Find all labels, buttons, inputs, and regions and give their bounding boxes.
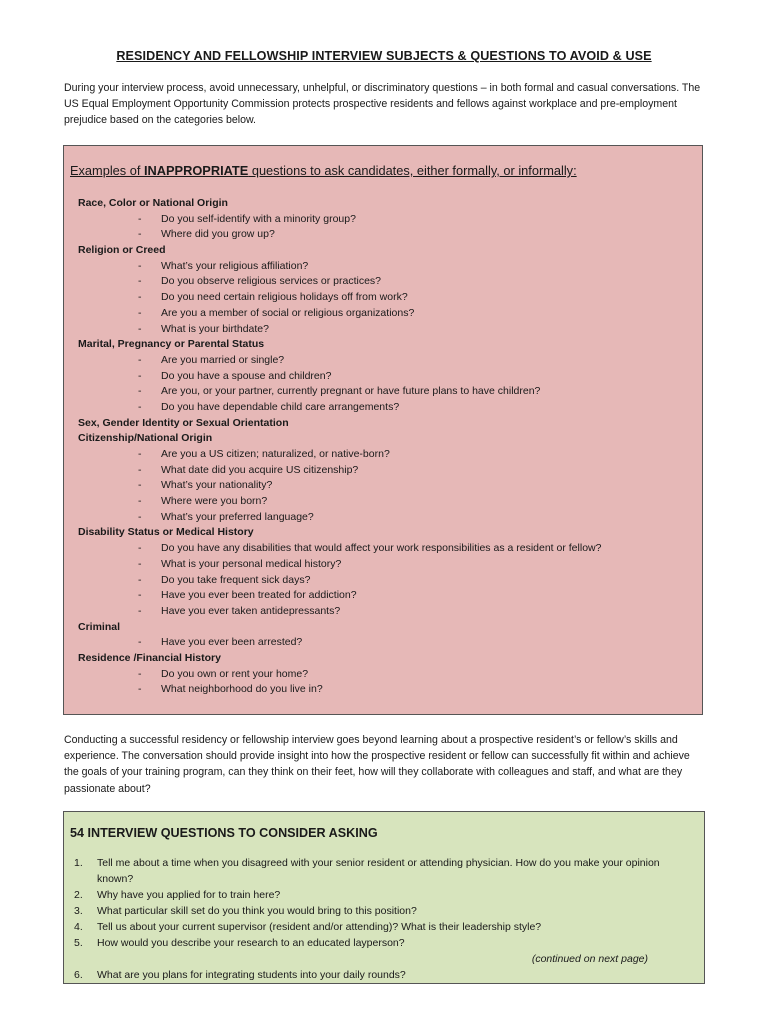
- item-number: 2.: [74, 889, 83, 901]
- list-item: [64, 855, 704, 887]
- question-item: [78, 227, 698, 243]
- consider-list: [64, 855, 704, 983]
- list-item: [64, 919, 704, 935]
- question-item: [78, 384, 698, 400]
- item-text: What are you plans for integrating students into your daily rounds?: [97, 969, 406, 981]
- inappropriate-heading: Examples of INAPPROPRIATE questions to ask candidates, either formally, or informally:: [70, 163, 577, 178]
- dash-bullet: -: [138, 542, 142, 555]
- item-number: 4.: [74, 921, 83, 933]
- question-item: [78, 274, 698, 290]
- category-heading: Race, Color or National Origin: [78, 197, 228, 209]
- question-item: [78, 306, 698, 322]
- dash-bullet: -: [138, 322, 142, 335]
- item-text: Tell us about your current supervisor (resident and/or attending)? What is their leadership style?: [97, 921, 542, 933]
- question-text: Do you have a spouse and children?: [161, 369, 332, 382]
- item-text: Tell me about a time when you disagreed with your senior resident or attending physician. How do you make your opinion known?: [97, 857, 660, 885]
- dash-bullet: -: [138, 604, 142, 617]
- question-text: Do you take frequent sick days?: [161, 573, 311, 586]
- question-text: Are you, or your partner, currently pregnant or have future plans to have children?: [161, 385, 541, 398]
- dash-bullet: -: [138, 573, 142, 586]
- question-text: What date did you acquire US citizenship?: [161, 463, 359, 476]
- question-item: [78, 573, 698, 589]
- item-text: What particular skill set do you think you would bring to this position?: [97, 905, 417, 917]
- category-heading: Sex, Gender Identity or Sexual Orientation: [78, 416, 289, 429]
- dash-bullet: -: [138, 557, 142, 570]
- question-item: [78, 212, 698, 228]
- consider-questions-box: [63, 811, 705, 984]
- item-number: 3.: [74, 905, 83, 917]
- question-item: [78, 635, 698, 651]
- question-text: What’s your preferred language?: [161, 510, 314, 523]
- question-text: Have you ever taken antidepressants?: [161, 604, 341, 617]
- question-item: [78, 478, 698, 494]
- question-item: [78, 259, 698, 275]
- dash-bullet: -: [138, 448, 142, 460]
- category-heading: Marital, Pregnancy or Parental Status: [78, 338, 265, 351]
- question-text: What’s your religious affiliation?: [161, 259, 309, 272]
- question-item: [78, 400, 698, 416]
- category-heading: Residence /Financial History: [78, 651, 221, 664]
- list-item: [64, 887, 704, 903]
- question-text: Have you ever been treated for addiction?: [161, 589, 357, 602]
- category-list: [78, 196, 698, 698]
- question-item: [78, 510, 698, 526]
- question-text: Are you a member of social or religious organizations?: [161, 306, 415, 319]
- category-heading: Citizenship/National Origin: [78, 432, 213, 445]
- dash-bullet: -: [138, 589, 142, 602]
- question-text: What’s your nationality?: [161, 479, 273, 492]
- list-item: [64, 903, 704, 919]
- dash-bullet: -: [138, 306, 142, 319]
- category-heading: Religion or Creed: [78, 244, 166, 257]
- inappropriate-questions-box: [63, 145, 703, 715]
- question-text: What is your personal medical history?: [161, 557, 342, 570]
- question-text: Have you ever been arrested?: [161, 636, 303, 649]
- question-text: Do you have any disabilities that would affect your work responsibilities as a resident or fellow?: [161, 542, 602, 555]
- question-text: Do you have dependable child care arrangements?: [161, 400, 400, 413]
- question-text: Are you married or single?: [161, 353, 285, 366]
- list-item: [64, 935, 704, 951]
- question-item: [78, 588, 698, 604]
- dash-bullet: -: [138, 479, 142, 492]
- question-item: [78, 463, 698, 479]
- item-text: How would you describe your research to an educated layperson?: [97, 937, 405, 949]
- question-item: [78, 369, 698, 385]
- category-heading: Disability Status or Medical History: [78, 526, 254, 539]
- mid-paragraph: Conducting a successful residency or fellowship interview goes beyond learning about a prospective resident’s or fellow’s skills and experience. The conversation should provide insight into how the prospective resident or fellow can successfully fit within and achieve the goals of your training program, can they think on their feet, how will they collaborate with colleagues and staff, and what are they passionate about?: [64, 734, 690, 795]
- question-item: [78, 541, 698, 557]
- dash-bullet: -: [138, 228, 142, 241]
- item-number: 5.: [74, 937, 83, 949]
- consider-heading: 54 INTERVIEW QUESTIONS TO CONSIDER ASKING: [70, 826, 378, 840]
- continued-note: (continued on next page): [531, 953, 648, 965]
- question-item: [78, 682, 698, 698]
- dash-bullet: -: [138, 385, 142, 398]
- dash-bullet: -: [138, 212, 142, 225]
- dash-bullet: -: [138, 463, 142, 476]
- question-item: [78, 447, 698, 463]
- dash-bullet: -: [138, 495, 142, 508]
- question-text: Do you self-identify with a minority group?: [161, 212, 356, 225]
- question-text: What is your birthdate?: [161, 322, 269, 335]
- question-item: [78, 353, 698, 369]
- dash-bullet: -: [138, 400, 142, 413]
- question-item: [78, 557, 698, 573]
- dash-bullet: -: [138, 369, 142, 382]
- question-text: Where did you grow up?: [161, 228, 275, 241]
- item-number: 6.: [74, 969, 83, 981]
- question-text: Where were you born?: [161, 495, 268, 508]
- dash-bullet: -: [138, 683, 142, 696]
- dash-bullet: -: [138, 291, 142, 304]
- dash-bullet: -: [138, 353, 142, 366]
- question-text: Do you own or rent your home?: [161, 667, 309, 680]
- dash-bullet: -: [138, 510, 142, 523]
- question-item: [78, 322, 698, 338]
- question-text: Are you a US citizen; naturalized, or native-born?: [161, 448, 390, 460]
- question-item: [78, 290, 698, 306]
- question-item: [78, 494, 698, 510]
- item-text: Why have you applied for to train here?: [97, 889, 281, 901]
- item-number: 1.: [74, 857, 83, 869]
- dash-bullet: -: [138, 636, 142, 649]
- category-heading: Criminal: [78, 620, 121, 633]
- dash-bullet: -: [138, 275, 142, 288]
- dash-bullet: -: [138, 667, 142, 680]
- question-text: Do you observe religious services or practices?: [161, 275, 382, 288]
- question-item: [78, 604, 698, 620]
- question-text: Do you need certain religious holidays off from work?: [161, 291, 408, 304]
- question-item: [78, 667, 698, 683]
- page-title: RESIDENCY AND FELLOWSHIP INTERVIEW SUBJECTS & QUESTIONS TO AVOID & USE: [116, 49, 652, 63]
- question-text: What neighborhood do you live in?: [161, 683, 323, 696]
- dash-bullet: -: [138, 259, 142, 272]
- list-item: [64, 967, 704, 983]
- intro-paragraph: During your interview process, avoid unnecessary, unhelpful, or discriminatory questions – in both formal and casual conversations. The US Equal Employment Opportunity Commission protects prospective residents and fellows against workplace and pre-employment prejudice based on the categories below.: [64, 82, 701, 127]
